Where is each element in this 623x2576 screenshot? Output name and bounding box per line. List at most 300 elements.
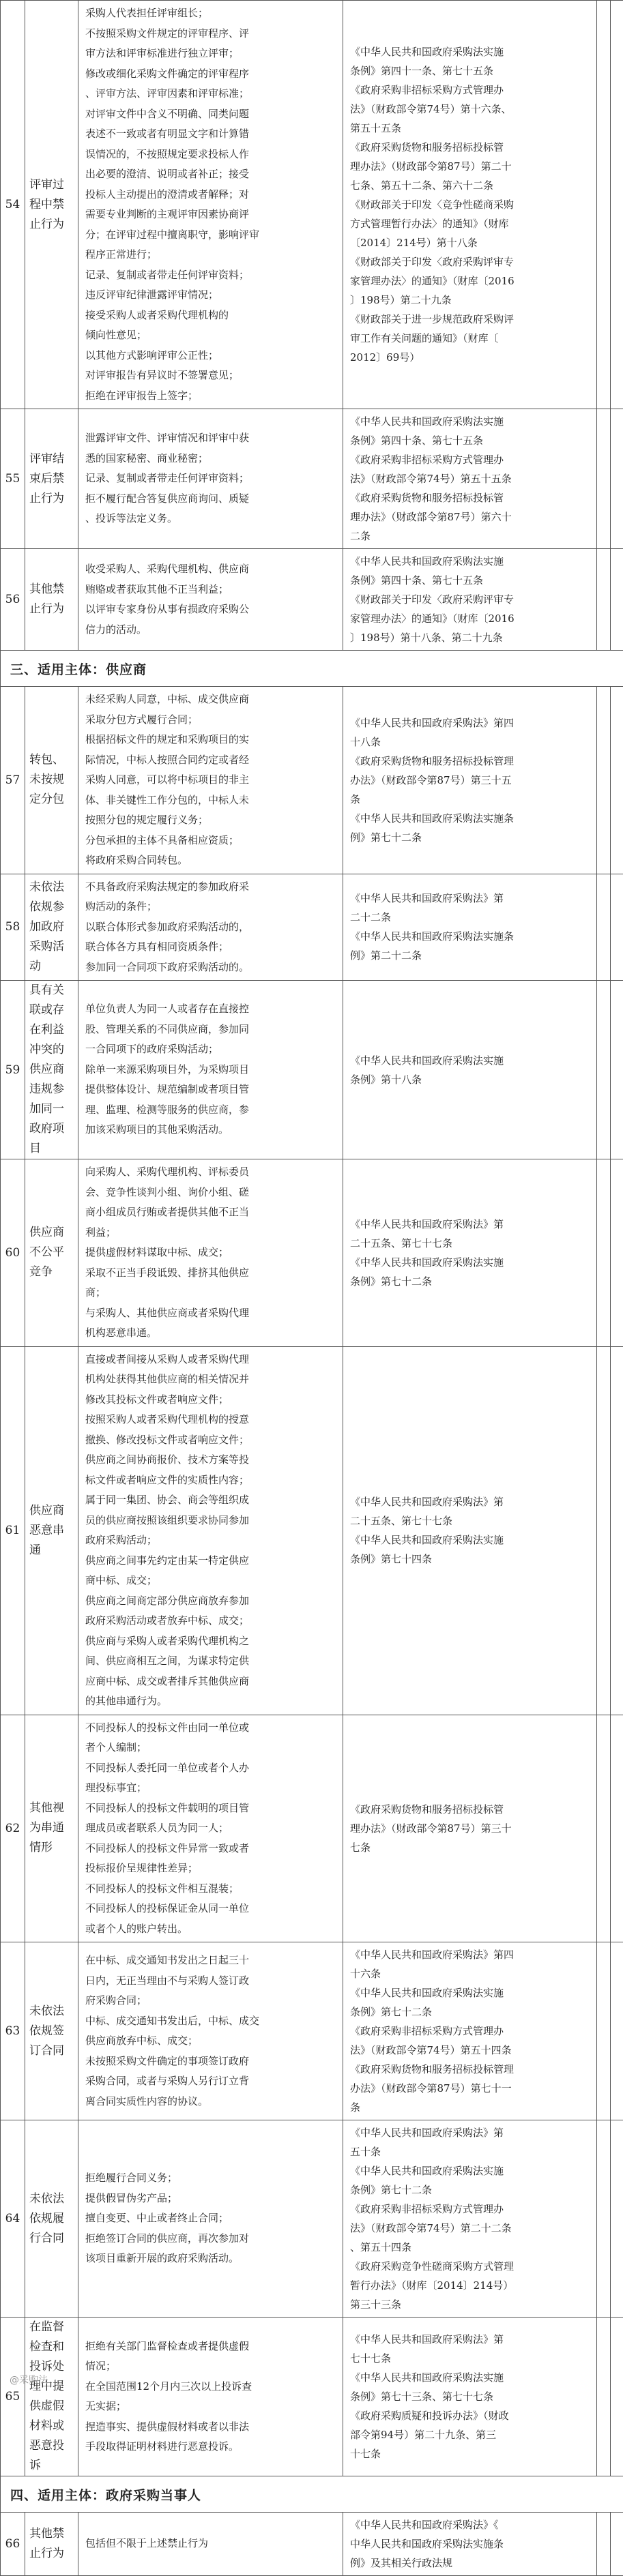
- legal-basis-line: 条例》第四十条、第七十五条: [350, 431, 590, 450]
- description-line: 提供整体设计、规范编制或者项目管: [85, 1080, 336, 1100]
- category-line: 联或存: [29, 1001, 74, 1020]
- empty-cell: [611, 2513, 623, 2576]
- description-line: 程序正常进行；: [85, 245, 336, 265]
- legal-basis-line: 例》第二十二条: [350, 946, 590, 965]
- description-line: 需要专业判断的主观评审因素协商评: [85, 205, 336, 225]
- legal-basis: [343, 2318, 597, 2476]
- behavior-description: [78, 1942, 343, 2120]
- section-row: [1, 651, 623, 687]
- legal-basis-line: 家管理办法〉的通知》（财库〔2016: [350, 271, 590, 291]
- behavior-category: [25, 2513, 78, 2576]
- legal-basis-line: 《政府采购非招标采购方式管理办: [350, 80, 590, 100]
- category-line: 材料或: [29, 2416, 74, 2436]
- empty-cell: [597, 409, 611, 549]
- description-line: 贿赂或者获取其他不正当利益；: [85, 580, 336, 600]
- empty-cell: [611, 1346, 623, 1715]
- empty-cell: [597, 2318, 611, 2476]
- legal-basis-line: 条例》第七十四条: [350, 1550, 590, 1569]
- behavior-description: [78, 2318, 343, 2476]
- legal-basis-line: 法》（财政部令第74号）第五十五条: [350, 469, 590, 488]
- description-line: 机构恶意串通。: [85, 1323, 336, 1344]
- row-number: 65: [1, 2318, 25, 2476]
- legal-basis: [343, 874, 597, 981]
- category-line: 不公平: [29, 1243, 74, 1262]
- behavior-category: [25, 549, 78, 651]
- description-line: 不同投标人的投标文件异常一致或者: [85, 1839, 336, 1859]
- legal-basis-line: 理办法》（财政部令第87号）第三十: [350, 1819, 590, 1838]
- empty-cell: [597, 2513, 611, 2576]
- behavior-description: [78, 409, 343, 549]
- description-line: 收受采购人、采购代理机构、供应商: [85, 559, 336, 580]
- category-line: 情形: [29, 1838, 74, 1858]
- category-line: 依规履: [29, 2209, 74, 2229]
- description-line: 单位负责人为同一人或者存在直接控: [85, 999, 336, 1020]
- table-body-section-four: [1, 2513, 623, 2576]
- category-line: 恶意串: [29, 1521, 74, 1541]
- category-line: 恶意投: [29, 2436, 74, 2456]
- row-number: 62: [1, 1715, 25, 1942]
- legal-basis-line: 《中华人民共和国政府采购法实施条: [350, 927, 590, 946]
- legal-basis: [343, 1159, 597, 1347]
- table-body-section-three: [1, 687, 623, 2476]
- legal-basis-line: 办法》（财政部令第87号）第七十一: [350, 2079, 590, 2098]
- description-line: 未经采购人同意，中标、成交供应商: [85, 690, 336, 710]
- category-line: 未依法: [29, 2189, 74, 2209]
- category-line: 其他视: [29, 1798, 74, 1818]
- row-number: 55: [1, 409, 25, 549]
- table-row: [1, 1, 623, 409]
- behavior-description: [78, 1346, 343, 1715]
- category-line: 在监督: [29, 2318, 74, 2337]
- description-line: 以其他方式影响评审公正性；: [85, 346, 336, 366]
- description-line: 分；在评审过程中擅离职守，影响评审: [85, 225, 336, 246]
- description-line: 不具备政府采购法规定的参加政府采: [85, 877, 336, 898]
- legal-basis-line: 《财政部关于印发〈政府采购评审专: [350, 590, 590, 609]
- behavior-description: [78, 687, 343, 874]
- description-line: 悉的国家秘密、商业秘密；: [85, 449, 336, 469]
- description-line: 包括但不限于上述禁止行为: [85, 2534, 336, 2554]
- description-line: 中标、成交通知书发出后，中标、成交: [85, 2011, 336, 2032]
- empty-cell: [611, 1, 623, 409]
- description-line: 分包承担的主体不具备相应资质；: [85, 831, 336, 851]
- description-line: 投标报价呈规律性差异；: [85, 1859, 336, 1879]
- description-line: 采取不正当手段诋毁、排挤其他供应: [85, 1263, 336, 1284]
- legal-basis-line: 《中华人民共和国政府采购法实施: [350, 552, 590, 571]
- legal-basis-line: 《政府采购非招标采购方式管理办: [350, 450, 590, 469]
- row-number: 56: [1, 549, 25, 651]
- description-line: 供应商之间协商报价、技术方案等投: [85, 1450, 336, 1470]
- category-line: 转包、: [29, 750, 74, 770]
- description-line: 、投诉等法定义务。: [85, 509, 336, 529]
- empty-cell: [597, 981, 611, 1159]
- legal-basis: [343, 2513, 597, 2576]
- empty-cell: [597, 874, 611, 981]
- section-three: [1, 651, 623, 687]
- description-line: 采购人同意，可以将中标项目的非主: [85, 770, 336, 790]
- behavior-description: [78, 549, 343, 651]
- description-line: 撤换、修改投标文件或者响应文件；: [85, 1430, 336, 1451]
- row-number: 59: [1, 981, 25, 1159]
- legal-basis-line: 条例》第十八条: [350, 1070, 590, 1089]
- description-line: 与采购人、其他供应商或者采购代理: [85, 1303, 336, 1324]
- legal-basis-line: 二十五条、第七十七条: [350, 1511, 590, 1530]
- description-line: 审方法和评审标准进行独立评审；: [85, 44, 336, 64]
- section-title: 三、适用主体：供应商: [1, 651, 623, 687]
- behavior-category: [25, 687, 78, 874]
- empty-cell: [611, 2120, 623, 2318]
- category-line: 未依法: [29, 2002, 74, 2022]
- category-line: 其他禁: [29, 2524, 74, 2544]
- empty-cell: [611, 409, 623, 549]
- description-line: 商中标、成交；: [85, 1571, 336, 1591]
- legal-basis-line: 法》（财政部令第74号）第二十二条: [350, 2219, 590, 2238]
- description-line: 供应商之间事先约定由某一特定供应: [85, 1551, 336, 1571]
- legal-basis-line: 《政府采购竞争性磋商采购方式管理: [350, 2257, 590, 2276]
- legal-basis-line: 条例》第四十条、第七十五条: [350, 571, 590, 590]
- behavior-category: [25, 1715, 78, 1942]
- legal-basis-line: 第三十三条: [350, 2295, 590, 2314]
- category-line: 程中禁: [29, 195, 74, 215]
- row-number: 58: [1, 874, 25, 981]
- legal-basis-line: 理办法》（财政部令第87号）第六十: [350, 507, 590, 527]
- behavior-description: [78, 1715, 343, 1942]
- description-line: 不同投标人委托同一单位或者个人办: [85, 1758, 336, 1779]
- behavior-description: [78, 2513, 343, 2576]
- category-line: 止行为: [29, 599, 74, 619]
- description-line: 信力的活动。: [85, 620, 336, 640]
- description-line: 不同投标人的投标文件相互混装；: [85, 1879, 336, 1899]
- description-line: 按照分包的规定履行义务；: [85, 810, 336, 831]
- category-line: 通: [29, 1541, 74, 1560]
- description-line: 机构处获得其他供应商的相关情况并: [85, 1370, 336, 1390]
- description-line: 离合同实质性内容的协议。: [85, 2092, 336, 2112]
- category-line: 供虚假: [29, 2397, 74, 2416]
- description-line: 政府采购活动；: [85, 1530, 336, 1551]
- description-line: 体、非关键性工作分包的，中标人未: [85, 790, 336, 811]
- legal-basis-line: 暂行办法》（财库〔2014〕214号）: [350, 2276, 590, 2295]
- description-line: 出必要的澄清、说明或者补正；接受: [85, 164, 336, 185]
- table-row: [1, 2513, 623, 2576]
- legal-basis-line: 七条、第五十二条、第六十二条: [350, 176, 590, 195]
- legal-basis-line: 《财政部关于印发〈竞争性磋商采购: [350, 195, 590, 214]
- section-title: 四、适用主体：政府采购当事人: [1, 2476, 623, 2513]
- legal-basis-line: 《中华人民共和国政府采购法实施: [350, 1983, 590, 2002]
- legal-basis-line: 部令第94号）第二十九条、第三: [350, 2425, 590, 2444]
- legal-basis-line: 《中华人民共和国政府采购法实施条: [350, 809, 590, 828]
- legal-basis-line: 《政府采购质疑和投诉办法》（财政: [350, 2406, 590, 2425]
- description-line: 拒不履行配合答复供应商询问、质疑: [85, 489, 336, 509]
- description-line: 加该采购项目的其他采购活动。: [85, 1120, 336, 1140]
- category-line: 冲突的: [29, 1040, 74, 1060]
- watermark: @采购法: [10, 2373, 48, 2386]
- description-line: 对评审报告有异议时不签署意见；: [85, 366, 336, 386]
- empty-cell: [597, 1346, 611, 1715]
- legal-basis-line: 方式管理暂行办法〉的通知》（财库: [350, 214, 590, 233]
- category-line: 束后禁: [29, 469, 74, 489]
- empty-cell: [597, 1159, 611, 1347]
- legal-basis: [343, 549, 597, 651]
- table-row: [1, 2318, 623, 2476]
- description-line: 接受采购人或者采购代理机构的: [85, 306, 336, 326]
- description-line: 属于同一集团、协会、商会等组织成: [85, 1490, 336, 1511]
- behavior-category: [25, 981, 78, 1159]
- legal-basis-line: 《中华人民共和国政府采购法》第: [350, 889, 590, 908]
- behavior-category: [25, 1942, 78, 2120]
- description-line: 不同投标人的投标保证金从同一单位: [85, 1899, 336, 1919]
- category-line: 理中提: [29, 2377, 74, 2397]
- description-line: 供应商放弃中标、成交；: [85, 2031, 336, 2052]
- description-line: 购活动的条件；: [85, 897, 336, 917]
- row-number: 60: [1, 1159, 25, 1347]
- legal-basis-line: 《中华人民共和国政府采购法》第: [350, 2330, 590, 2349]
- legal-basis-line: 《中华人民共和国政府采购法》第: [350, 2123, 590, 2142]
- category-line: 依规签: [29, 2022, 74, 2041]
- category-line: 采购活: [29, 937, 74, 957]
- legal-basis-line: 十六条: [350, 1964, 590, 1983]
- description-line: 府采购合同；: [85, 1991, 336, 2011]
- legal-basis-line: 中华人民共和国政府采购法实施条: [350, 2534, 590, 2553]
- legal-basis-line: 《政府采购货物和服务招标投标管: [350, 1800, 590, 1819]
- category-line: 动: [29, 957, 74, 977]
- description-line: 应商中标、成交或者排斥其他供应商: [85, 1672, 336, 1692]
- description-line: 会、竞争性谈判小组、询价小组、磋: [85, 1183, 336, 1203]
- description-line: 理成员或者联系人员为同一人；: [85, 1818, 336, 1839]
- legal-basis-line: 条: [350, 2098, 590, 2117]
- legal-basis: [343, 1346, 597, 1715]
- legal-basis-line: 〕198号）第二十九条: [350, 291, 590, 310]
- row-number: 63: [1, 1942, 25, 2120]
- legal-basis-line: 条: [350, 790, 590, 809]
- category-line: 竞争: [29, 1262, 74, 1282]
- legal-basis-line: 条例》第七十三条、第七十七条: [350, 2387, 590, 2406]
- category-line: 具有关: [29, 981, 74, 1001]
- description-line: 理投标事宜；: [85, 1778, 336, 1798]
- description-line: 商小组成员行贿或者提供其他不正当: [85, 1202, 336, 1223]
- behavior-category: [25, 2120, 78, 2318]
- behavior-description: [78, 981, 343, 1159]
- category-line: 投诉处: [29, 2357, 74, 2377]
- description-line: 未按照采购文件确定的事项签订政府: [85, 2052, 336, 2072]
- category-line: 供应商: [29, 1060, 74, 1080]
- legal-basis-line: 《中华人民共和国政府采购法实施: [350, 1530, 590, 1550]
- description-line: 向采购人、采购代理机构、评标委员: [85, 1162, 336, 1183]
- legal-basis-line: 《中华人民共和国政府采购法实施: [350, 42, 590, 61]
- category-line: 止行为: [29, 215, 74, 235]
- category-line: 检查和: [29, 2337, 74, 2357]
- description-line: 际情况，中标人按照合同约定或者经: [85, 750, 336, 771]
- legal-basis-line: 条例》第七十二条: [350, 1272, 590, 1291]
- category-line: 行合同: [29, 2229, 74, 2249]
- behavior-category: [25, 409, 78, 549]
- category-line: 未按规: [29, 770, 74, 790]
- description-line: 拒绝在评审报告上签字；: [85, 386, 336, 406]
- category-line: 加政府: [29, 917, 74, 937]
- empty-cell: [597, 687, 611, 874]
- description-line: 股、管理关系的不同供应商，参加同: [85, 1020, 336, 1040]
- description-line: 对评审文件中含义不明确、同类问题: [85, 104, 336, 125]
- description-line: 除单一来源采购项目外，为采购项目: [85, 1060, 336, 1080]
- category-line: 在利益: [29, 1020, 74, 1040]
- description-line: 记录、复制或者带走任何评审资料；: [85, 469, 336, 489]
- description-line: 记录、复制或者带走任何评审资料；: [85, 265, 336, 286]
- description-line: 泄露评审文件、评审情况和评审中获: [85, 428, 336, 449]
- empty-cell: [597, 2120, 611, 2318]
- legal-basis-line: 例》第七十二条: [350, 828, 590, 847]
- empty-cell: [611, 874, 623, 981]
- description-line: 擅自变更、中止或者终止合同；: [85, 2208, 336, 2229]
- description-line: 一合同项下的政府采购活动；: [85, 1039, 336, 1060]
- table-row: [1, 981, 623, 1159]
- category-line: 为串通: [29, 1818, 74, 1838]
- section-row: [1, 2476, 623, 2513]
- legal-basis-line: 〔2014〕214号）第十八条: [350, 233, 590, 252]
- category-line: 定分包: [29, 790, 74, 810]
- legal-basis-line: 家管理办法〉的通知》（财库〔2016: [350, 609, 590, 628]
- legal-basis-line: 《中华人民共和国政府采购法实施: [350, 2368, 590, 2387]
- category-line: 供应商: [29, 1223, 74, 1243]
- description-line: 修改其投标文件或者响应文件；: [85, 1390, 336, 1410]
- legal-basis-line: 十七条: [350, 2444, 590, 2463]
- category-line: 未依法: [29, 878, 74, 898]
- legal-basis-line: 《中华人民共和国政府采购法》第四: [350, 1945, 590, 1964]
- category-line: 止行为: [29, 489, 74, 509]
- description-line: 或者个人的账户转出。: [85, 1919, 336, 1940]
- legal-basis-line: 二十二条: [350, 908, 590, 927]
- description-line: 员的供应商按照该组织要求协同参加: [85, 1511, 336, 1531]
- description-line: 表述不一致或者有明显文字和计算错: [85, 124, 336, 145]
- description-line: 参加同一合同项下政府采购活动的。: [85, 958, 336, 978]
- empty-cell: [611, 981, 623, 1159]
- description-line: 采购合同，或者与采购人另行订立背: [85, 2071, 336, 2092]
- empty-cell: [611, 549, 623, 651]
- legal-basis-line: 《中华人民共和国政府采购法实施: [350, 2161, 590, 2180]
- description-line: 不同投标人的投标文件由同一单位或: [85, 1718, 336, 1738]
- empty-cell: [597, 1715, 611, 1942]
- table-row: [1, 1159, 623, 1347]
- description-line: 该项目重新开展的政府采购活动。: [85, 2249, 336, 2269]
- legal-basis-line: 理办法》（财政部令第87号）第二十: [350, 157, 590, 176]
- legal-basis-line: 《中华人民共和国政府采购法实施: [350, 1051, 590, 1070]
- description-line: 标文件或者响应文件的实质性内容；: [85, 1470, 336, 1491]
- description-line: 政府采购活动或者放弃中标、成交；: [85, 1611, 336, 1631]
- behavior-category: [25, 1, 78, 409]
- legal-basis-line: 五十条: [350, 2142, 590, 2161]
- legal-basis-line: 〕198号）第十八条、第二十九条: [350, 628, 590, 647]
- description-line: 捏造事实、提供虚假材料或者以非法: [85, 2417, 336, 2438]
- category-line: 止行为: [29, 2544, 74, 2564]
- description-line: 供应商与采购人或者采购代理机构之: [85, 1631, 336, 1652]
- description-line: 、评审方法、评审因素和评审标准；: [85, 84, 336, 104]
- behavior-description: [78, 874, 343, 981]
- legal-basis-line: 《财政部关于印发〈政府采购评审专: [350, 252, 590, 271]
- legal-basis: [343, 1, 597, 409]
- empty-cell: [611, 2318, 623, 2476]
- legal-basis: [343, 409, 597, 549]
- description-line: 倾向性意见；: [85, 325, 336, 346]
- description-line: 直接或者间接从采购人或者采购代理: [85, 1350, 336, 1370]
- legal-basis-line: 《财政部关于进一步规范政府采购评: [350, 310, 590, 329]
- section-four: [1, 2476, 623, 2513]
- legal-basis-line: 审工作有关问题的通知》（财库〔: [350, 329, 590, 348]
- description-line: 的其他串通行为。: [85, 1691, 336, 1712]
- description-line: 日内，无正当理由不与采购人签订政: [85, 1971, 336, 1992]
- empty-cell: [611, 687, 623, 874]
- description-line: 拒绝有关部门监督检查或者提供虚假: [85, 2337, 336, 2357]
- empty-cell: [611, 1715, 623, 1942]
- description-line: 手段取得证明材料进行恶意投诉。: [85, 2437, 336, 2457]
- legal-basis: [343, 2120, 597, 2318]
- legal-basis-line: 《中华人民共和国政府采购法实施: [350, 412, 590, 431]
- legal-basis-line: 二十五条、第七十七条: [350, 1234, 590, 1253]
- description-line: 提供假冒伪劣产品；: [85, 2189, 336, 2209]
- description-line: 提供虚假材料谋取中标、成交；: [85, 1243, 336, 1263]
- legal-basis-line: 七十七条: [350, 2349, 590, 2368]
- legal-basis-line: 条例》第七十二条: [350, 2180, 590, 2200]
- legal-basis-line: 、第五十四条: [350, 2238, 590, 2257]
- row-number: 66: [1, 2513, 25, 2576]
- description-line: 采购人代表担任评审组长；: [85, 3, 336, 24]
- legal-basis-line: 十八条: [350, 732, 590, 752]
- description-line: 在中标、成交通知书发出之日起三十: [85, 1951, 336, 1971]
- table-row: [1, 1942, 623, 2120]
- behavior-description: [78, 1159, 343, 1347]
- row-number: 57: [1, 687, 25, 874]
- legal-basis-line: 《政府采购货物和服务招标投标管: [350, 138, 590, 157]
- empty-cell: [597, 1, 611, 409]
- empty-cell: [611, 1159, 623, 1347]
- description-line: 在全国范围12个月内三次以上投诉查: [85, 2377, 336, 2397]
- behavior-category: [25, 2318, 78, 2476]
- row-number: 54: [1, 1, 25, 409]
- legal-basis-line: 《政府采购货物和服务招标投标管理: [350, 752, 590, 771]
- description-line: 无实据；: [85, 2397, 336, 2417]
- table-row: [1, 409, 623, 549]
- legal-basis-line: 《中华人民共和国政府采购法》第: [350, 1492, 590, 1511]
- legal-basis-line: 《政府采购非招标采购方式管理办: [350, 2022, 590, 2041]
- behavior-category: [25, 1346, 78, 1715]
- table-row: [1, 874, 623, 981]
- description-line: 修改或细化采购文件确定的评审程序: [85, 64, 336, 85]
- description-line: 以评审专家身份从事有损政府采购公: [85, 599, 336, 620]
- description-line: 拒绝履行合同义务；: [85, 2168, 336, 2189]
- table-row: [1, 2120, 623, 2318]
- legal-basis-line: 《中华人民共和国政府采购法实施: [350, 1253, 590, 1272]
- category-line: 其他禁: [29, 580, 74, 599]
- description-line: 违反评审纪律泄露评审情况；: [85, 285, 336, 306]
- legal-basis-line: 条例》第七十二条: [350, 2002, 590, 2022]
- description-line: 情况；: [85, 2356, 336, 2377]
- legal-basis-line: 《中华人民共和国政府采购法》第四: [350, 713, 590, 732]
- category-line: 加同一: [29, 1099, 74, 1119]
- table-body-pre: [1, 1, 623, 651]
- legal-basis-line: 《政府采购货物和服务招标投标管: [350, 488, 590, 507]
- legal-basis-line: 法》（财政部令第74号）第十六条、: [350, 100, 590, 119]
- category-line: 依规参: [29, 898, 74, 917]
- description-line: 不按照采购文件规定的评审程序、评: [85, 24, 336, 44]
- behavior-description: [78, 2120, 343, 2318]
- behavior-category: [25, 1159, 78, 1347]
- description-line: 者个人编制；: [85, 1738, 336, 1758]
- legal-basis: [343, 1715, 597, 1942]
- legal-basis-line: 《中华人民共和国政府采购法》《: [350, 2515, 590, 2534]
- legal-basis-line: 《政府采购货物和服务招标投标管理: [350, 2060, 590, 2079]
- description-line: 间、供应商相互之间，为谋求特定供: [85, 1651, 336, 1672]
- description-line: 供应商之间商定部分供应商放弃参加: [85, 1591, 336, 1612]
- description-line: 将政府采购合同转包。: [85, 850, 336, 871]
- description-line: 商；: [85, 1283, 336, 1303]
- description-line: 投标人主动提出的澄清或者解释；对: [85, 185, 336, 205]
- legal-basis-line: 七条: [350, 1838, 590, 1857]
